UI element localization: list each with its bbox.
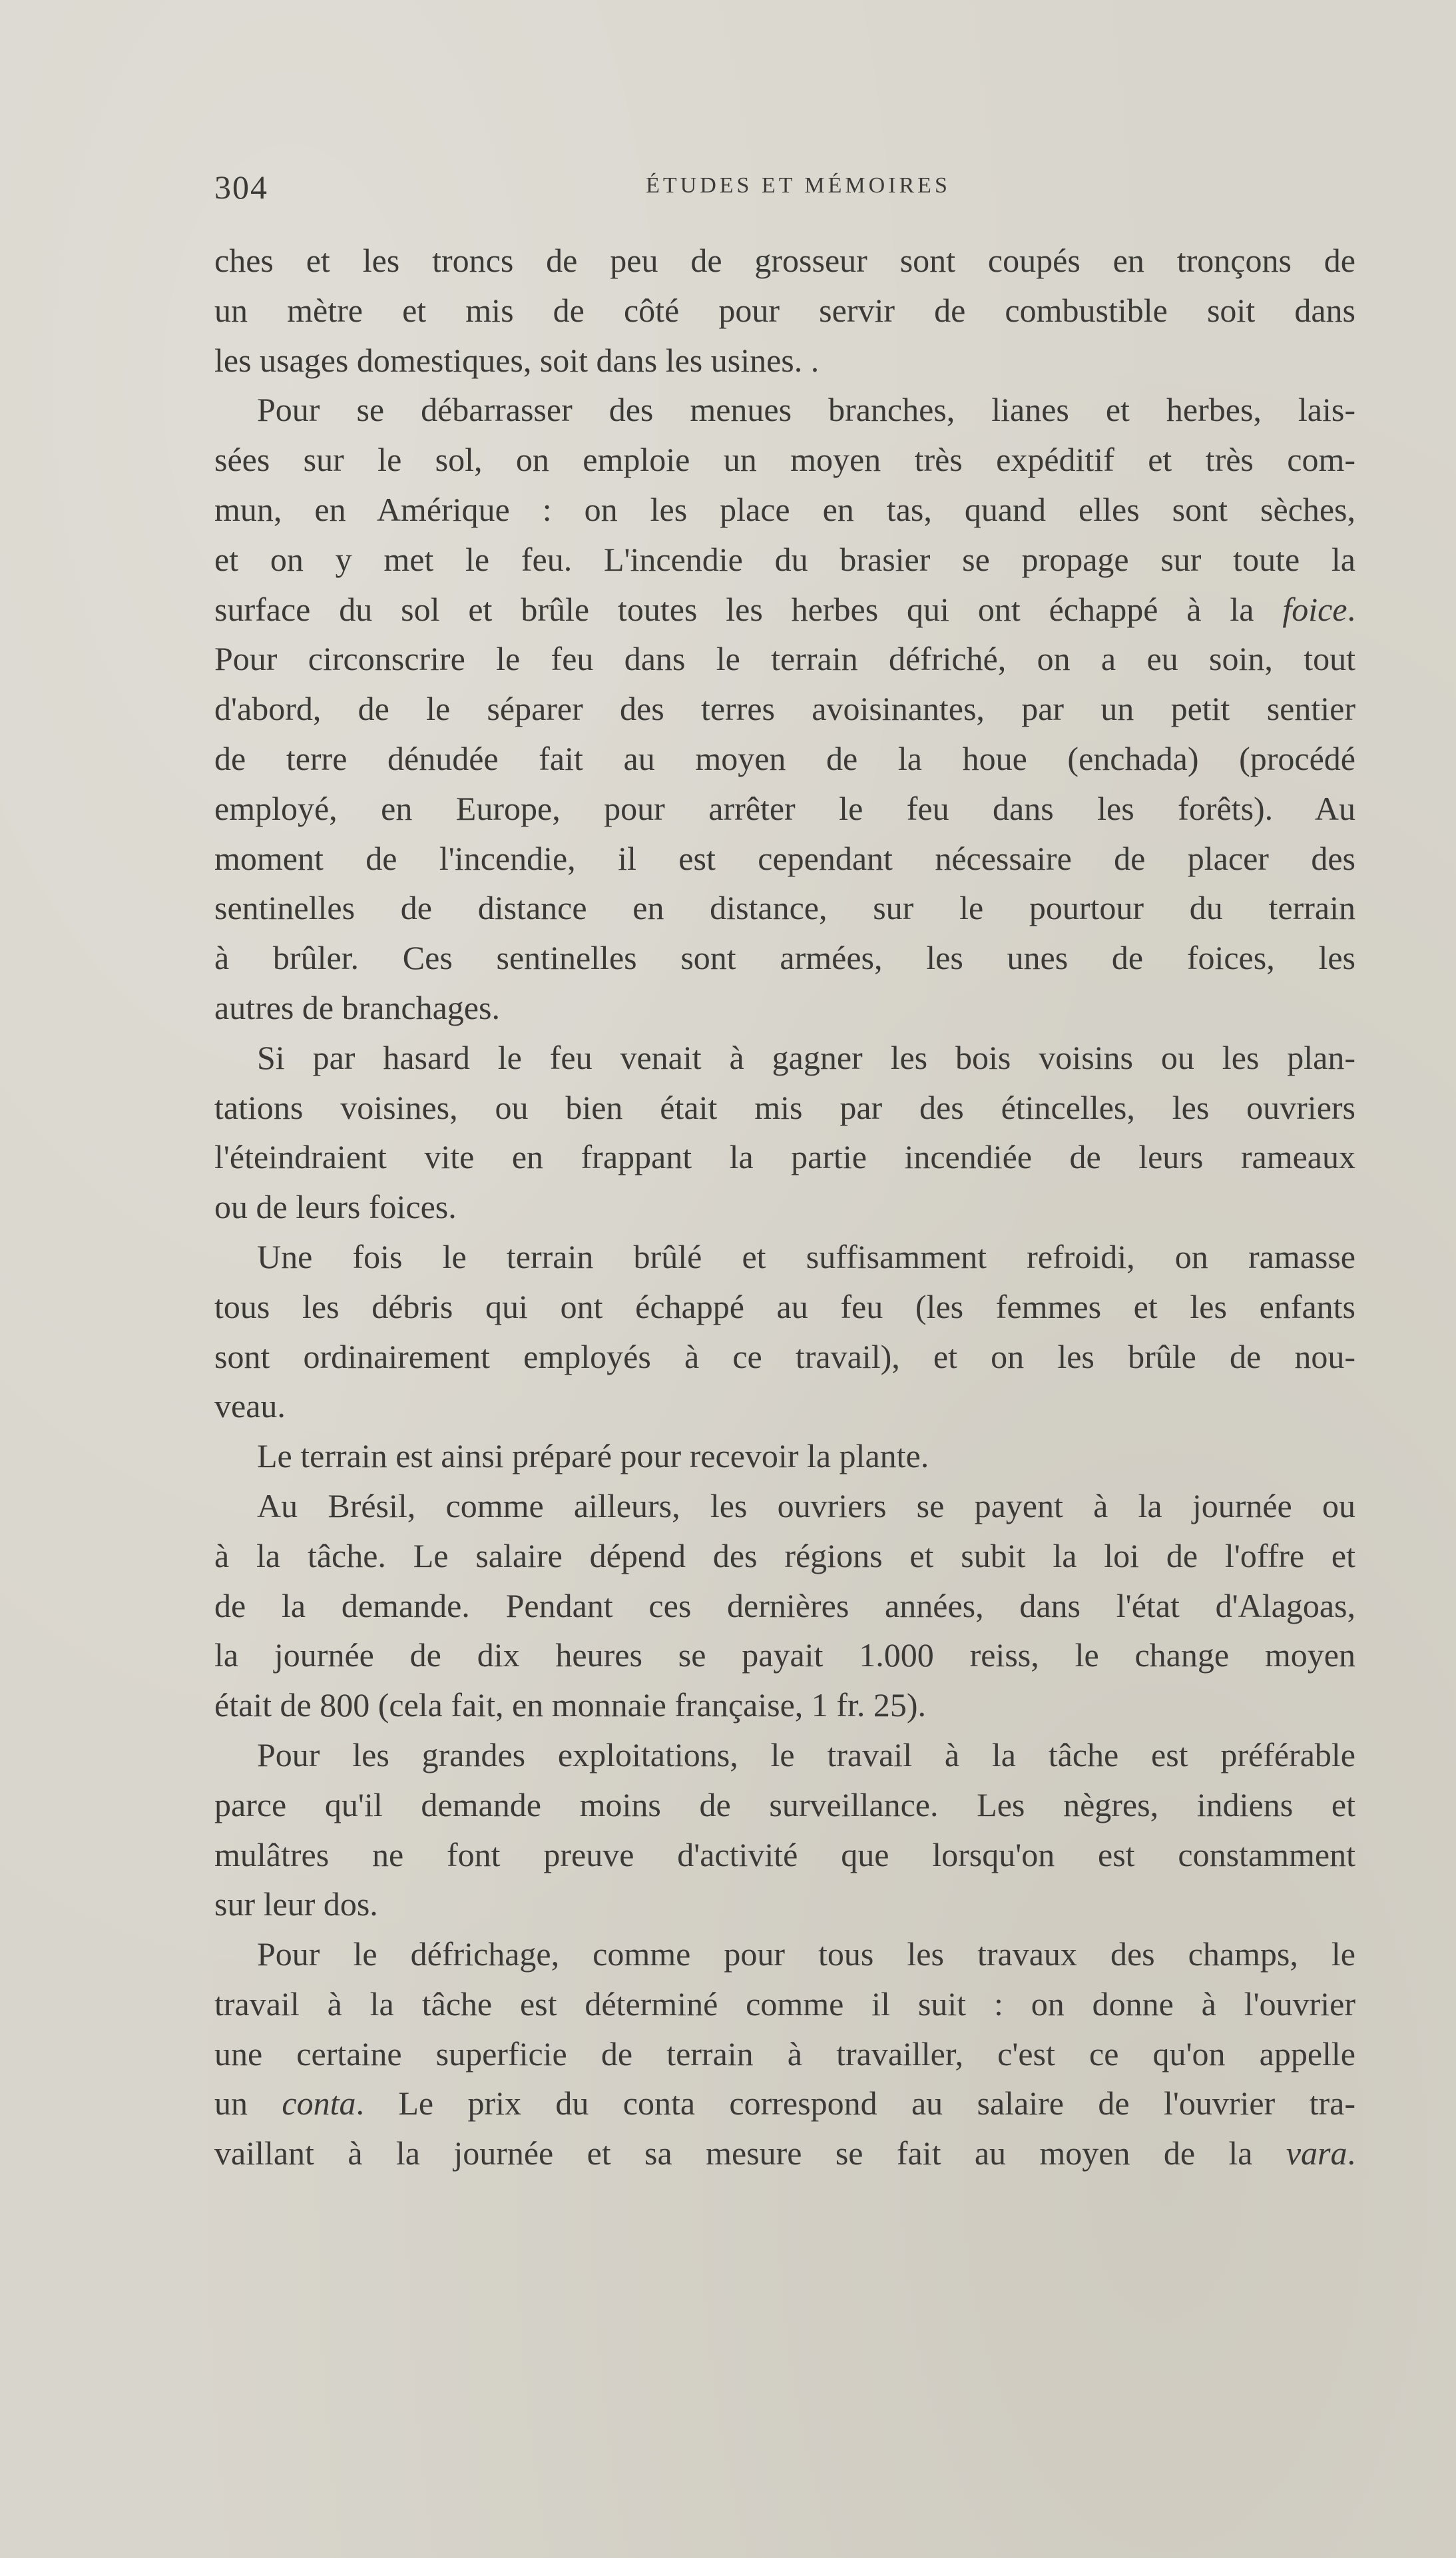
text-line: autres de branchages.	[214, 988, 500, 1026]
text-line: tations voisines, ou bien était mis par des étincelles, les ouvriers	[214, 1088, 1355, 1126]
paragraph-first-line: Pour les grandes exploitations, le travail à la tâche est préférable	[257, 1736, 1355, 1773]
text-line: un mètre et mis de côté pour servir de combustible soit dans	[214, 291, 1355, 329]
text-line: la journée de dix heures se payait 1.000 reiss, le change moyen	[214, 1636, 1355, 1674]
paragraph-first-line: Une fois le terrain brûlé et suffisamment refroidi, on ramasse	[257, 1237, 1355, 1275]
text-fragment: vaillant à la journée et sa mesure se fait au moyen de la	[214, 2134, 1286, 2172]
italic-term-foice: foice	[1282, 590, 1347, 628]
text-fragment: un	[214, 2084, 282, 2122]
text-line: sont ordinairement employés à ce travail), et on les brûle de nou-	[214, 1337, 1355, 1375]
text-fragment: surface du sol et brûle toutes les herbes qui ont échappé à la	[214, 590, 1283, 628]
text-line: sentinelles de distance en distance, sur le pourtour du terrain	[214, 889, 1355, 927]
text-fragment: . Le prix du conta correspond au salaire de l'ouvrier tra-	[356, 2084, 1355, 2122]
text-line: une certaine superficie de terrain à travailler, c'est ce qu'on appelle	[214, 2035, 1355, 2073]
italic-term-conta: conta	[282, 2084, 356, 2122]
running-head	[214, 168, 1355, 208]
paragraph-first-line: Pour le défrichage, comme pour tous les travaux des champs, le	[257, 1935, 1355, 1973]
paragraph-first-line: Le terrain est ainsi préparé pour recevoir la plante.	[257, 1437, 929, 1475]
paragraph-first-line: Si par hasard le feu venait à gagner les bois voisins ou les plan-	[257, 1038, 1355, 1076]
text-line: veau.	[214, 1387, 286, 1425]
text-line: d'abord, de le séparer des terres avoisinantes, par un petit sentier	[214, 690, 1355, 728]
text-line-with-italic	[214, 2078, 1355, 2128]
italic-term-vara: vara	[1286, 2134, 1347, 2172]
page-number: 304	[214, 168, 268, 206]
text-line: travail à la tâche est déterminé comme il suit : on donne à l'ouvrier	[214, 1985, 1355, 2023]
body-text	[214, 236, 1355, 2178]
text-fragment: .	[1347, 2134, 1355, 2172]
text-line: à la tâche. Le salaire dépend des régions et subit la loi de l'offre et	[214, 1536, 1355, 1574]
text-line: et on y met le feu. L'incendie du brasier se propage sur toute la	[214, 540, 1355, 578]
text-line: à brûler. Ces sentinelles sont armées, les unes de foices, les	[214, 939, 1355, 977]
text-line: mulâtres ne font preuve d'activité que lorsqu'on est constamment	[214, 1835, 1355, 1873]
text-line: mun, en Amérique : on les place en tas, quand elles sont sèches,	[214, 490, 1355, 528]
text-line: tous les débris qui ont échappé au feu (les femmes et les enfants	[214, 1287, 1355, 1325]
text-line: était de 800 (cela fait, en monnaie française, 1 fr. 25).	[214, 1686, 926, 1724]
text-line: employé, en Europe, pour arrêter le feu dans les forêts). Au	[214, 789, 1355, 827]
text-line: l'éteindraient vite en frappant la partie incendiée de leurs rameaux	[214, 1138, 1355, 1176]
text-line: de la demande. Pendant ces dernières années, dans l'état d'Alagoas,	[214, 1586, 1355, 1624]
text-line: les usages domestiques, soit dans les usines. .	[214, 341, 820, 379]
text-line: Pour circonscrire le feu dans le terrain défriché, on a eu soin, tout	[214, 640, 1355, 678]
paragraph-first-line: Au Brésil, comme ailleurs, les ouvriers se payent à la journée ou	[257, 1486, 1355, 1524]
paragraph-first-line: Pour se débarrasser des menues branches, lianes et herbes, lais-	[257, 391, 1355, 429]
text-line: ou de leurs foices.	[214, 1188, 457, 1226]
text-line: ches et les troncs de peu de grosseur sont coupés en tronçons de	[214, 242, 1355, 279]
text-line: de terre dénudée fait au moyen de la houe (enchada) (procédé	[214, 739, 1355, 777]
text-line: sées sur le sol, on emploie un moyen très expéditif et très com-	[214, 441, 1355, 479]
text-line-with-italic	[214, 2128, 1355, 2178]
text-line: moment de l'incendie, il est cependant nécessaire de placer des	[214, 839, 1355, 877]
text-line-with-italic	[214, 585, 1355, 635]
text-line: sur leur dos.	[214, 1885, 378, 1923]
text-fragment: .	[1347, 590, 1355, 628]
running-title: ÉTUDES ET MÉMOIRES	[646, 173, 951, 198]
text-line: parce qu'il demande moins de surveillance. Les nègres, indiens et	[214, 1785, 1355, 1823]
